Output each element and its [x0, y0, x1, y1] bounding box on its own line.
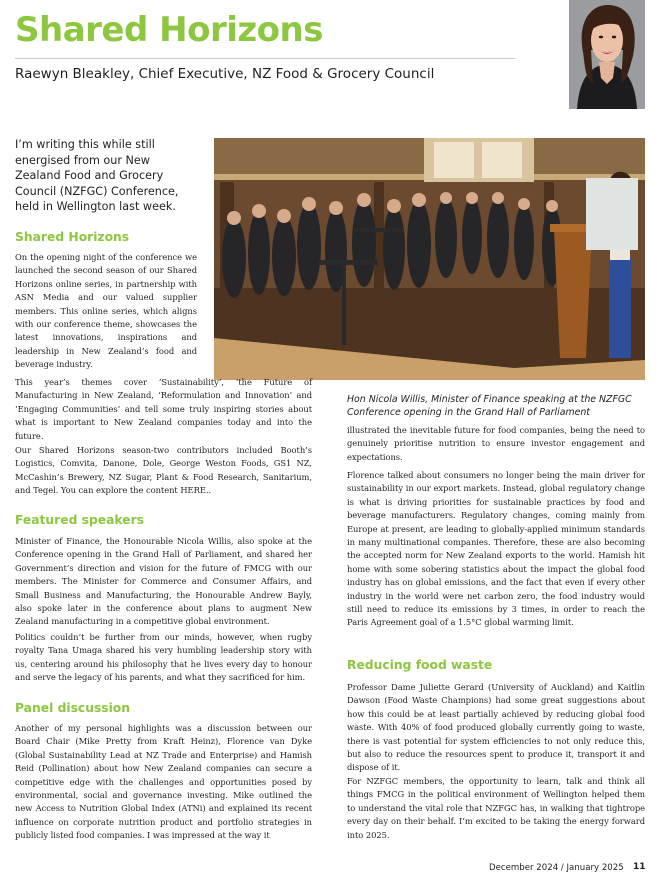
waste-paragraph-1: Professor Dame Juliette Gerard (University of Auckland) and Kaitlin Dawson (Food Waste Champions) had some great suggestions about how this could be at least partially achieved by reducing global food waste. With 40% of food produced globally currently going to waste, there is vast potential for system efficiencies to not only reduce this, but also to reduce the resources spent to produce it, transport it and dispose of it. [347, 682, 645, 773]
intro-paragraph: I’m writing this while still energised from our New Zealand Food and Grocery Council (NZFGC) Conference, held in Wellington last week. [15, 138, 179, 213]
author-portrait [569, 0, 645, 109]
shared-paragraph-3: Our Shared Horizons season-two contributors included Booth’s Logistics, Comvita, Danone, Dole, George Weston Foods, GS1 NZ, McCashin’s Brewery, NZ Sugar, Plant & Food Research, Sanitarium, and Tegel. You can explore the content HERE.. [15, 445, 312, 496]
page-title: Shared Horizons [15, 10, 323, 50]
panel-paragraph-1: Another of my personal highlights was a discussion between our Board Chair (Mike Pretty from Kraft Heinz), Florence van Dyke (Global Sustainability Lead at NZ Trade and Enterprise) and Hamish Reid (Pollination) about how New Zealand companies can secure a competitive edge with the challenges and opportunities posed by environmental, social and governance investing. Mike outlined the new Access to Nutrition Global Index (ATNi) and explained its recent influence on corporate nutrition product and portfolio strategies in publicly listed food companies. I was impressed at the way it [15, 723, 312, 841]
title-divider [15, 58, 515, 59]
page-number: 11 [633, 862, 646, 872]
panel-paragraph-3: Florence talked about consumers no longer being the main driver for sustainability in our export markets. Instead, global regulatory change is what is driving priorities for sustainable practices by food and beverage manufacturers. Regulatory changes, coming mainly from Europe at present, are leading to globally-applied minimum standards in many multinational companies. Therefore, these are also becoming the accepted norm for New Zealand exports to the world. Hamish hit home with some sobering statistics about the impact the global food industry has on global emissions, and the fact that even if every other industry in the world were net carbon zero, the food industry would still need to reduce its emissions by 3 times, in order to reach the Paris Agreement goal of a 1.5°C global warming limit. [347, 470, 645, 628]
shared-paragraph-1: On the opening night of the conference we launched the second season of our Shared Horizons online series, in partnership with ASN Media and our valued supplier members. This online series, which aligns with our conference theme, showcases the latest innovations, inspirations and leadership in New Zealand’s food and beverage industry. [15, 252, 197, 370]
heading-reducing-food-waste: Reducing food waste [347, 658, 493, 672]
heading-panel-discussion: Panel discussion [15, 701, 131, 715]
shared-paragraph-2: This year’s themes cover ‘Sustainability’, ‘the Future of Manufacturing in New Zealand, ‘Reformulation and Innovation’ and ‘Engaging Communities’ and tell some truly inspiring stories about what is important to New Zealand companies today and into the future. [15, 377, 312, 441]
speakers-paragraph-1: Minister of Finance, the Honourable Nicola Willis, also spoke at the Conference opening in the Grand Hall of Parliament, and shared her Government’s direction and vision for the future of FMCG with our members. The Minister for Commerce and Consumer Affairs, and Small Business and Manufacturing, the Honourable Andrew Bayly, also spoke later in the conference about plans to augment New Zealand manufacturing in a competitive global environment. [15, 536, 312, 627]
speakers-paragraph-2: Politics couldn’t be further from our minds, however, when rugby royalty Tana Umaga shared his very humbling leadership story with us, centering around his philosophy that he lives every day to honour and serve the legacy of his parents, and what they sacrificed for him. [15, 632, 312, 683]
conference-photo [214, 138, 645, 380]
heading-featured-speakers: Featured speakers [15, 513, 144, 527]
panel-paragraph-2: illustrated the inevitable future for food companies, being the need to genuinely prioritise nutrition to ensure investor engagement and expectations. [347, 425, 645, 462]
issue-date: December 2024 / January 2025 [489, 863, 624, 873]
author-byline: Raewyn Bleakley, Chief Executive, NZ Food & Grocery Council [15, 66, 435, 82]
photo-caption: Hon Nicola Willis, Minister of Finance speaking at the NZFGC Conference opening in the Grand Hall of Parliament [347, 394, 632, 418]
waste-paragraph-2: For NZFGC members, the opportunity to learn, talk and think all things FMCG in the political environment of Wellington helped them to understand the vital role that NZFGC has, in walking that tightrope every day on their behalf. I’m excited to be taking the energy forward into 2025. [347, 776, 645, 840]
heading-shared-horizons: Shared Horizons [15, 230, 130, 244]
